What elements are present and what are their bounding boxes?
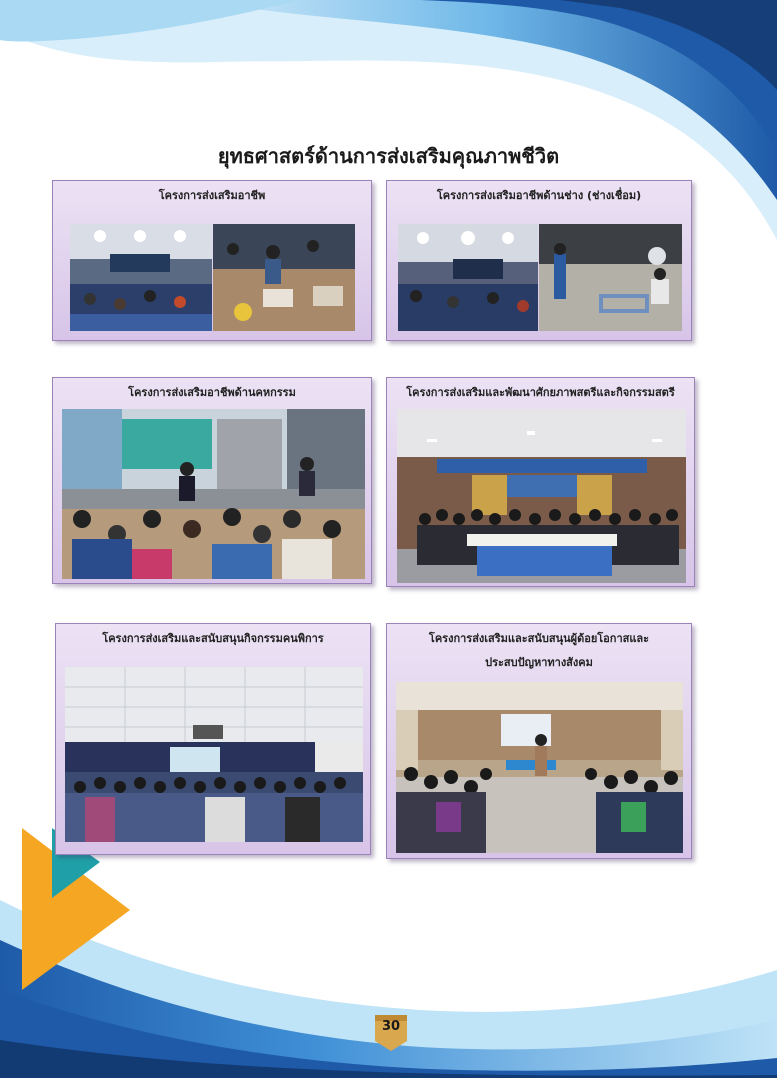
meeting-room-photo	[70, 224, 212, 331]
project-card-disadvantaged	[386, 623, 692, 859]
welding-training-photo	[539, 224, 682, 331]
women-group-stage-photo	[397, 409, 686, 583]
project-card-occupation	[52, 180, 372, 341]
card-title: โครงการส่งเสริมอาชีพด้านคหกรรม	[128, 386, 296, 399]
card-title: โครงการส่งเสริมและพัฒนาศักยภาพสตรีและกิจกรรมสตรี	[406, 386, 675, 399]
cooking-training-photo	[62, 409, 365, 579]
seminar-hall-photo	[396, 682, 683, 853]
disabled-activity-group-photo	[65, 667, 363, 842]
project-card-home-economics	[52, 377, 372, 584]
project-card-women	[386, 377, 695, 587]
page-number: 30	[381, 1019, 401, 1034]
card-title-line1: โครงการส่งเสริมและสนับสนุนผู้ด้อยโอกาสและ	[428, 632, 650, 645]
card-title: โครงการส่งเสริมและสนับสนุนกิจกรรมคนพิการ	[102, 632, 324, 645]
card-title: โครงการส่งเสริมอาชีพด้านช่าง (ช่างเชื่อม)	[436, 189, 642, 202]
card-title-line2: ประสบปัญหาทางสังคม	[485, 656, 593, 669]
meeting-room-photo	[398, 224, 538, 331]
project-card-welding	[386, 180, 692, 341]
project-card-disabled	[55, 623, 371, 855]
page-title: ยุทธศาสตร์ด้านการส่งเสริมคุณภาพชีวิต	[217, 144, 560, 168]
outdoor-activity-photo	[213, 224, 355, 331]
card-title: โครงการส่งเสริมอาชีพ	[158, 189, 266, 202]
